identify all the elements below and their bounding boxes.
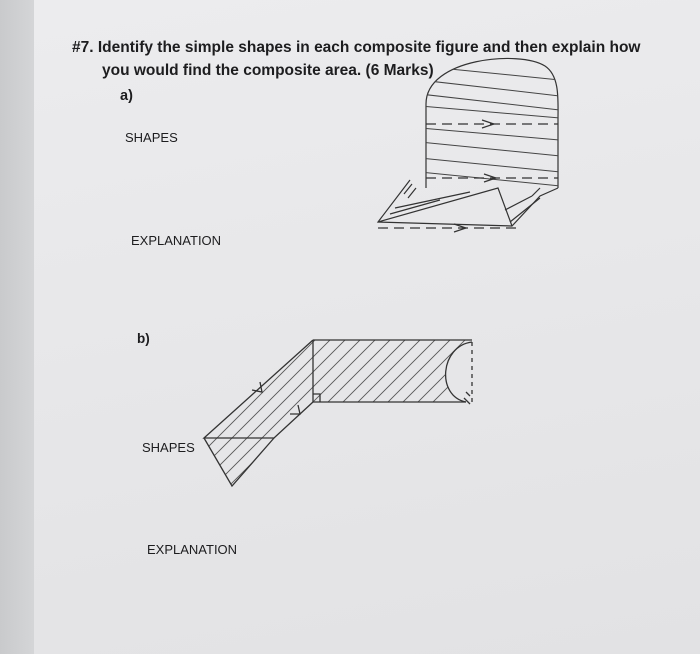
question-number: #7. — [72, 39, 94, 56]
part-a-explanation-label: EXPLANATION — [131, 233, 222, 248]
part-a-label: a) — [120, 88, 133, 104]
figure-b-hatching — [125, 320, 515, 500]
part-b-shapes-label: SHAPES — [142, 440, 195, 455]
question-line1: Identify the simple shapes in each composite figure and then explain how — [97, 39, 641, 56]
part-b-explanation-label: EXPLANATION — [147, 542, 238, 557]
question-marks: (6 Marks) — [365, 62, 434, 79]
part-a-shapes-label: SHAPES — [125, 130, 178, 145]
question-line2: you would find the composite area. — [102, 62, 362, 79]
part-b-label: b) — [137, 331, 150, 346]
